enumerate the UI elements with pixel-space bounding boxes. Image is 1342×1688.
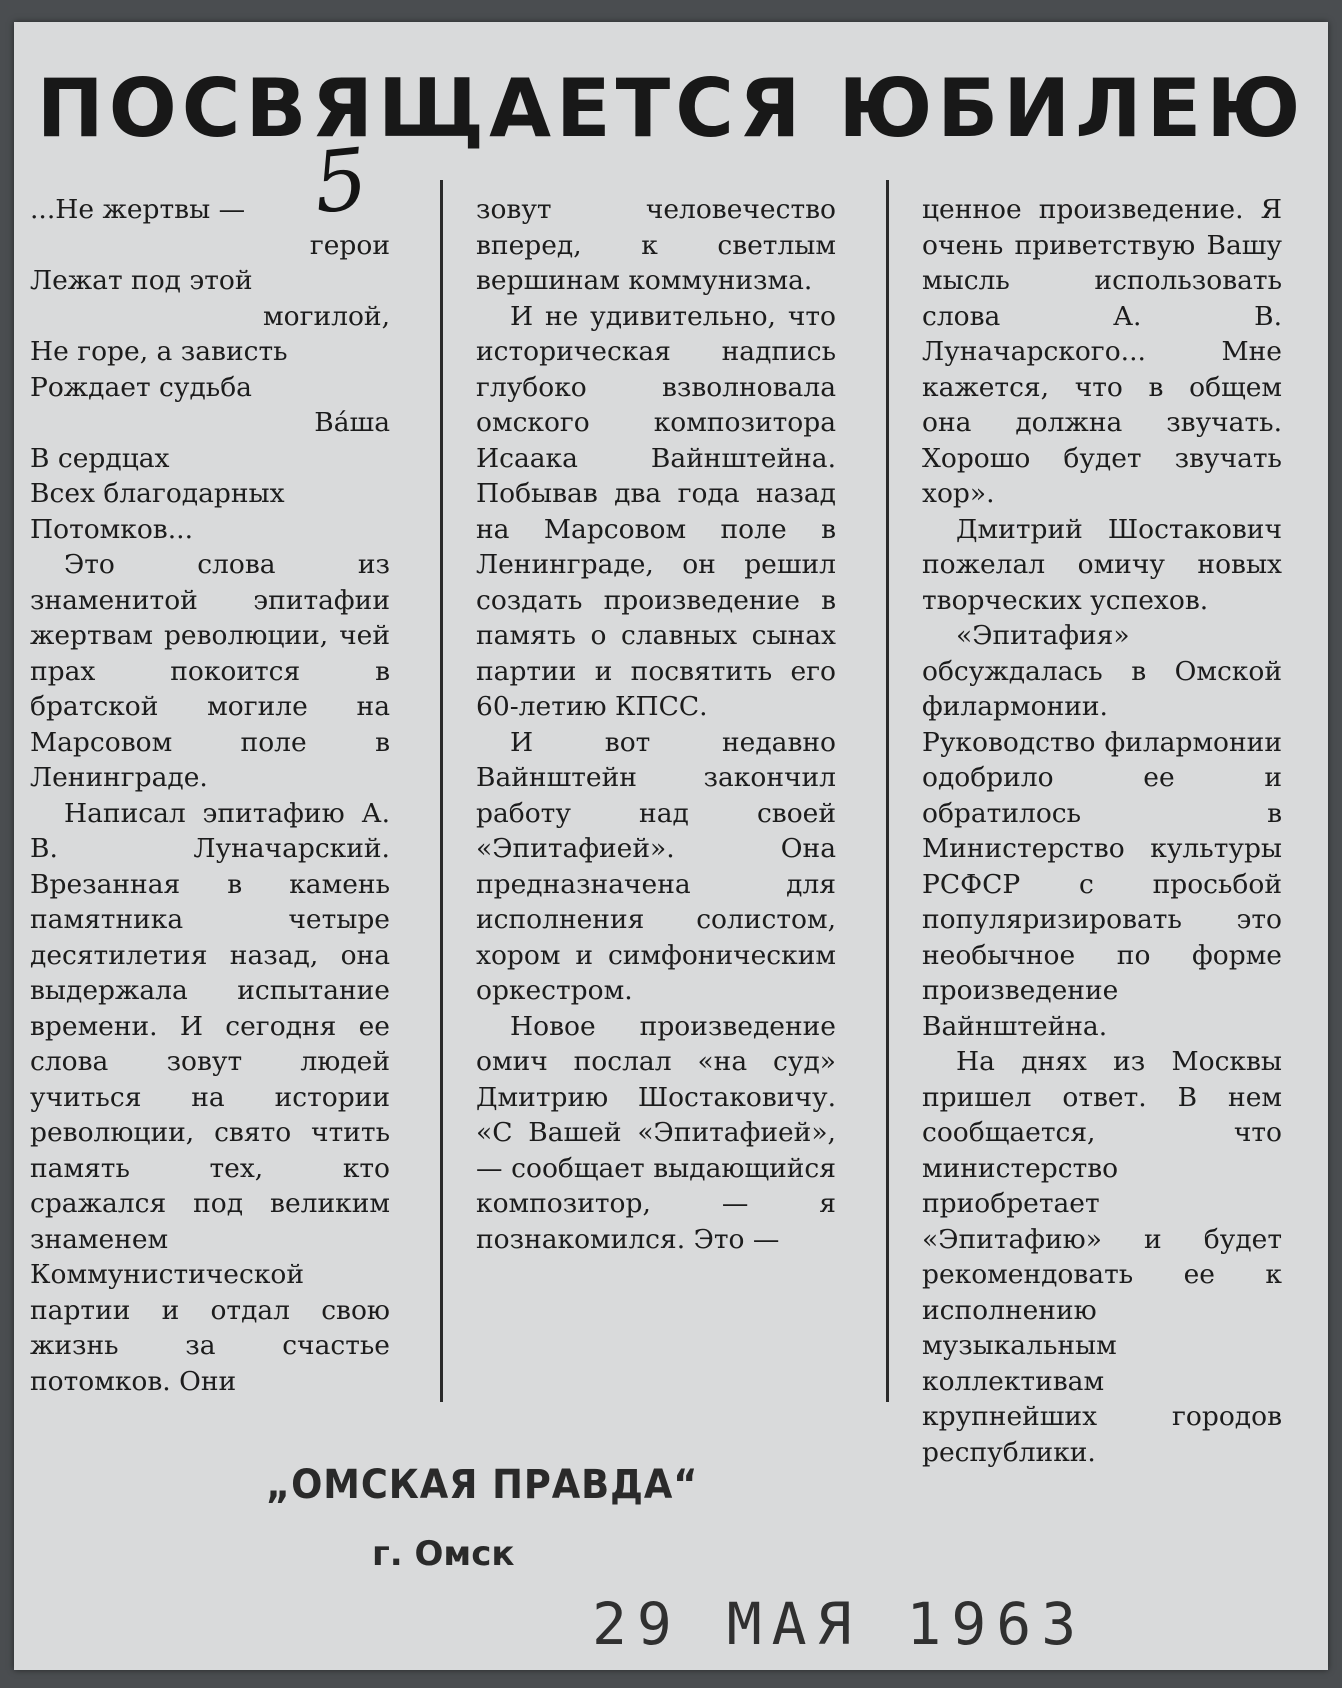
article-paragraph: зовут человечество вперед, к светлым вершинам коммунизма. [476,194,836,296]
newspaper-name-stamp: „ОМСКАЯ ПРАВДА“ [266,1462,699,1508]
poem-line: Лежат под этой [30,265,253,296]
poem-line: могилой, [263,300,390,332]
article-column-3 [922,192,1282,1470]
article-column-1 [30,192,390,1399]
newspaper-clipping [14,22,1328,1670]
column-divider [440,180,443,1402]
article-paragraph: Новое произведение омич послал «на суд» Дмитрию Шостаковичу. «С Вашей «Эпитафией», — сообщает выдающийся композитор, — я познакомился. Это — [476,1010,836,1255]
poem-line: ...Не жертвы — [30,194,246,225]
article-paragraph: И не удивительно, что историческая надпись глубоко взволновала омского композитора Исаака Вайнштейна. Побывав два года назад на Марсовом поле в Ленинграде, он решил создать произведение в память о славных сынах партии и посвятить его 60-летию КПСС. [476,300,836,722]
poem-line: В сердцах [30,442,170,474]
article-paragraph: Дмитрий Шостакович пожелал омичу новых творческих успехов. [922,513,1282,616]
column-1-text [30,547,390,1399]
article-paragraph: «Эпитафия» обсуждалась в Омской филармонии. Руководство филармонии одобрило ее и обратилось в Министерство культуры РСФСР с просьбой популяризировать это необычное по форме произведение Вайнштейна. [922,620,1282,1042]
article-paragraph: На днях из Москвы пришел ответ. В нем сообщается, что министерство приобретает «Эпитафию» и будет рекомендовать ее к исполнению музыкальным коллективам крупнейших городов республики. [922,1046,1282,1468]
handwritten-number: 5 [309,129,373,233]
article-paragraph: Это слова из знаменитой эпитафии жертвам революции, чей прах покоится в братской могиле на Марсовом поле в Ленинграде. [30,549,390,793]
article-paragraph: Написал эпитафию А. В. Луначарский. Врезанная в камень памятника четыре десятилетия назад, она выдержала испытание времени. И сегодня ее слова зовут людей учиться на истории революции, свято чтить память тех, кто сражался под великим знаменем Коммунистической партии и отдал свою жизнь за счастье потомков. Они [30,797,390,1397]
column-3-text [922,192,1282,1470]
column-divider [886,180,889,1402]
column-2-text [476,192,836,1257]
article-headline: ПОСВЯЩАЕТСЯ ЮБИЛЕЮ [36,62,1306,155]
article-paragraph: И вот недавно Вайнштейн закончил работу над своей «Эпитафией». Она предназначена для исполнения солистом, хором и симфоническим оркестром. [476,726,836,1006]
poem-line: Ва́ша [314,407,390,438]
poem-line: Всех благодарных [30,478,285,509]
poem-line: герои [309,229,390,261]
poem-line: Потомков... [30,513,193,545]
city-stamp: г. Омск [372,1534,515,1574]
date-stamp: 29 МАЯ 1963 [592,1590,1087,1658]
poem-line: Не горе, а зависть [30,336,288,367]
article-column-2 [476,192,836,1257]
article-paragraph: ценное произведение. Я очень приветствую Вашу мысль использовать слова А. В. Луначарского... Мне кажется, что в общем она должна звучать. Хорошо будет звучать хор». [922,194,1282,509]
poem-line: Рождает судьба [30,371,252,403]
epitaph-poem [30,192,390,547]
